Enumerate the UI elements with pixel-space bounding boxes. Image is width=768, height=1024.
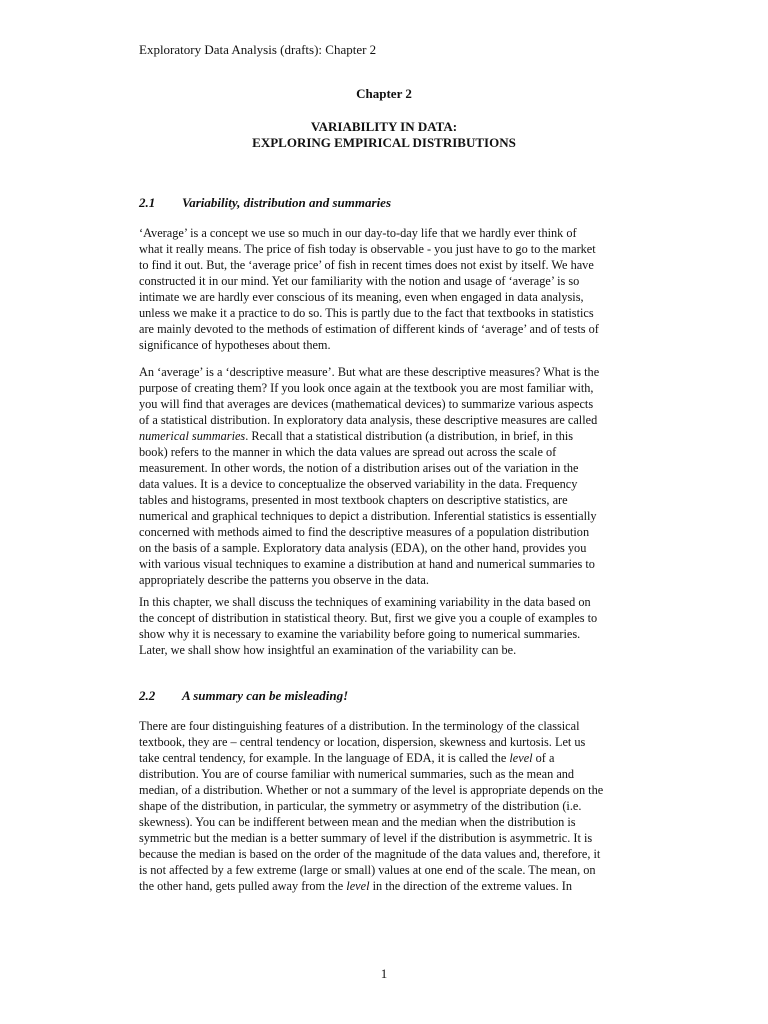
italic-text: level [509,751,533,765]
text-run: the concept of distribution in statistical theory. But, first we give you a couple of examples to [139,611,598,625]
italic-text: numerical summaries [139,429,246,443]
paragraph [139,364,633,588]
text-run: shape of the distribution, in particular, the symmetry or asymmetry of the distribution (i.e. [139,799,582,813]
paragraph [139,225,633,353]
text-line [139,766,633,782]
text-run: the other hand, gets pulled away from the [139,879,347,893]
text-run: what it really means. The price of fish today is observable - you just have to go to the market [139,242,596,256]
text-line [139,572,633,588]
section-heading-2-2 [139,688,639,704]
text-line [139,782,633,798]
text-line [139,225,633,241]
page-number: 1 [380,966,388,981]
text-run: with various visual techniques to examine a distribution at hand and numerical summaries to [139,557,595,571]
text-line [139,718,633,734]
text-line [139,798,633,814]
text-line [139,460,633,476]
chapter-title-line-1: VARIABILITY IN DATA: [310,119,458,134]
text-run: symmetric but the median is a better summary of level if the distribution is asymmetric. It is [139,831,593,845]
italic-text: level [346,879,370,893]
text-run: of a [532,751,555,765]
text-run: Later, we shall show how insightful an examination of the variability can be. [139,643,517,657]
text-line [139,642,633,658]
chapter-title-line-2: EXPLORING EMPIRICAL DISTRIBUTIONS [252,135,516,150]
paragraph [139,594,633,658]
text-line [139,396,633,412]
section-title: Variability, distribution and summaries [182,195,392,210]
text-line [139,594,633,610]
text-run: unless we make it a practice to do so. This is partly due to the fact that textbooks in statistics [139,306,594,320]
text-run: textbook, they are – central tendency or location, dispersion, skewness and kurtosis. Let us [139,735,586,749]
text-line [139,476,633,492]
text-run: numerical and graphical techniques to depict a distribution. Inferential statistics is essentially [139,509,597,523]
text-line [139,289,633,305]
text-run: concerned with methods aimed to find the descriptive measures of a population distribution [139,525,590,539]
text-run: intimate we are hardly ever conscious of its meaning, even when engaged in data analysis, [139,290,584,304]
text-run: book) refers to the manner in which the data values are spread out across the scale of [139,445,557,459]
text-run: ‘Average’ is a concept we use so much in our day-to-day life that we hardly ever think of [139,226,577,240]
text-run: skewness). You can be indifferent between mean and the median when the distribution is [139,815,576,829]
section-number: 2.2 [139,688,156,703]
chapter-title [0,119,768,151]
text-line [139,444,633,460]
text-line [139,241,633,257]
text-line [139,814,633,830]
text-line [139,257,633,273]
text-run: median, of a distribution. Whether or not a summary of the level is appropriate depends on the [139,783,604,797]
running-header: Exploratory Data Analysis (drafts): Chapter 2 [139,42,377,57]
text-line [139,750,633,766]
text-run: you will find that averages are devices (mathematical devices) to summarize various aspects [139,397,594,411]
text-line [139,626,633,642]
text-line [139,380,633,396]
text-line [139,305,633,321]
paragraph [139,718,633,894]
text-line [139,524,633,540]
section-number: 2.1 [139,195,156,210]
text-run: tables and histograms, presented in most textbook chapters on descriptive statistics, are [139,493,568,507]
text-run: constructed it in our mind. Yet our familiarity with the notion and usage of ‘average’ is so [139,274,580,288]
text-line [139,610,633,626]
text-run: appropriately describe the patterns you observe in the data. [139,573,429,587]
text-line [139,364,633,380]
text-line [139,412,633,428]
text-run: data values. It is a device to conceptualize the observed variability in the data. Frequency [139,477,578,491]
text-line [139,337,633,353]
text-line [139,830,633,846]
text-run: in the direction of the extreme values. In [369,879,572,893]
text-line [139,321,633,337]
text-line [139,556,633,572]
text-run: distribution. You are of course familiar with numerical summaries, such as the mean and [139,767,575,781]
text-run: to find it out. But, the ‘average price’ of fish in recent times does not exist by itself. We have [139,258,594,272]
text-line [139,846,633,862]
text-line [139,273,633,289]
text-run: In this chapter, we shall discuss the techniques of examining variability in the data based on [139,595,591,609]
text-run: of a statistical distribution. In exploratory data analysis, these descriptive measures are called [139,413,598,427]
text-run: take central tendency, for example. In the language of EDA, it is called the [139,751,510,765]
text-line [139,492,633,508]
text-run: There are four distinguishing features of a distribution. In the terminology of the classical [139,719,580,733]
text-line [139,428,633,444]
chapter-label: Chapter 2 [356,86,412,101]
text-line [139,508,633,524]
text-run: is not affected by a few extreme (large or small) values at one end of the scale. The mean, on [139,863,596,877]
text-run: purpose of creating them? If you look once again at the textbook you are most familiar with, [139,381,594,395]
text-run: show why it is necessary to examine the variability before going to numerical summaries. [139,627,581,641]
text-run: on the basis of a sample. Exploratory data analysis (EDA), on the other hand, provides you [139,541,587,555]
text-run: An ‘average’ is a ‘descriptive measure’. But what are these descriptive measures? What is the [139,365,600,379]
text-line [139,862,633,878]
text-run: significance of hypotheses about them. [139,338,331,352]
text-run: are mainly devoted to the methods of estimation of different kinds of ‘average’ and of tests of [139,322,599,336]
text-line [139,540,633,556]
text-run: because the median is based on the order of the magnitude of the data values and, therefore, it [139,847,601,861]
text-run: . Recall that a statistical distribution (a distribution, in brief, in this [245,429,574,443]
text-run: measurement. In other words, the notion of a distribution arises out of the variation in the [139,461,579,475]
text-line [139,734,633,750]
section-title: A summary can be misleading! [182,688,349,703]
text-line [139,878,633,894]
section-heading-2-1 [139,195,639,211]
